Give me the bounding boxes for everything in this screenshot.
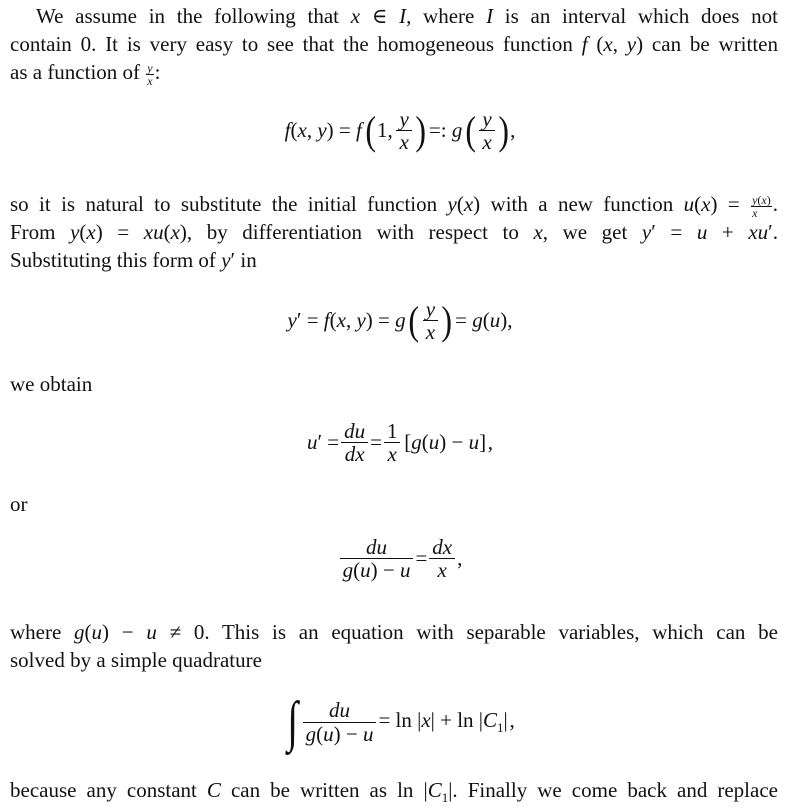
paragraph-3-line-2: solved by a simple quadrature — [10, 648, 262, 672]
y-over-x-fraction: $\frac{y}{x}$ — [147, 60, 153, 88]
equation-2: y′ = f(x, y) = g ( $\frac{y}{x}$ ) = g(u), — [287, 297, 513, 345]
paragraph-2-line-3: Substituting this form of y′ in — [10, 248, 257, 272]
paragraph-4-line-1: because any constant C can be written as $\ln |C_1|$. Finally we come back and replace — [10, 778, 778, 806]
yx-over-x-fraction: $\frac{y(x)}{x}$ — [752, 192, 771, 220]
paragraph-1-line-1: We assume in the following that x ∈ I, where I is an interval which does not — [36, 4, 778, 28]
paragraph-2-line-2: From y(x) = xu(x), by differentiation with respect to x, we get y′ = u + xu′. — [10, 220, 779, 244]
text-we-obtain: we obtain — [10, 372, 93, 396]
paragraph-1-line-3: as a function of $\frac{y}{x}$ : — [10, 60, 161, 88]
equation-3: u′ = $\frac{du}{dx}$ = $\frac{1}{x}$ [g(u) − u] , — [306, 419, 494, 467]
equation-1: f(x, y) = f (1, $\frac{y}{x}$ ) =: g ( $\frac{y}{x}$ ), — [284, 107, 516, 155]
equation-5: ∫ $\frac{du}{g(u) - u}$ = $\ln |x| + \ln |C_1|$ , — [287, 691, 515, 753]
paragraph-3-line-1: where g(u) − u ≠ 0. This is an equation with separable variables, which can be — [10, 620, 778, 644]
equation-4: $\frac{du}{g(u) - u}$ = $\frac{dx}{x}$ , — [0, 536, 800, 581]
integral-sign: ∫ — [287, 691, 299, 753]
paragraph-1-line-2: contain 0. It is very easy to see that the homogeneous function f (x, y) can be written — [10, 32, 779, 56]
text-or: or — [10, 492, 28, 516]
paragraph-2-line-1: so it is natural to substitute the initial function y(x) with a new function u(x) = $\frac{y(x)}{x}$ . — [10, 192, 778, 220]
